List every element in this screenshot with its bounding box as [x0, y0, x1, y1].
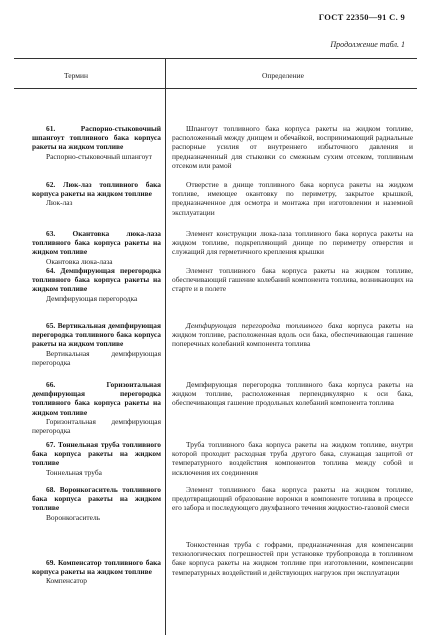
- definition-italic-prefix: Демпфирующая перегородка топливного бака: [186, 321, 343, 330]
- definition-entry-69: [172, 540, 413, 577]
- column-header-definition: Определение: [262, 71, 304, 80]
- definition-text: Тонкостенная труба с гофрами, предназначенная для компенсации технологических погрешностей при установке трубопровода в топливном баке корпуса ракеты на жидком топливе при изготовлении, компенсации температурных воздействий и действующих нагрузок при эксплуатации: [172, 540, 413, 577]
- definition-entry-62: [172, 180, 413, 217]
- definition-entry-67: [172, 440, 413, 477]
- term-short: Горизонтальная демпфирующая перегородка: [32, 416, 161, 436]
- term-text: 66. Горизонтальная демпфирующая перегородка топливного бака корпуса ракеты на жидком топливе: [32, 380, 161, 417]
- term-text: 61. Распорно-стыковочный шпангоут топливного бака корпуса ракеты на жидком топливе: [32, 124, 161, 152]
- term-entry-65: [32, 321, 161, 367]
- definition-text: Труба топливного бака корпуса ракеты на жидком топливе, внутри которой проходит расходная труба другого бака, служащая защитой от температурного воздействия компонентов топлива между собой и исключения их соединения: [172, 440, 413, 477]
- definition-text: [172, 321, 413, 349]
- term-entry-62: [32, 180, 161, 208]
- term-short: Распорно-стыковочный шпангоут: [46, 151, 152, 161]
- term-text: 65. Вертикальная демпфирующая перегородка топливного бака корпуса ракеты на жидком топливе: [32, 321, 161, 349]
- definition-rest: корпуса ракеты на жидком топливе, расположенная вдоль оси бака, обеспечивающая гашение поперечных колебаний компонента топлива: [172, 321, 413, 349]
- term-text: 64. Демпфирующая перегородка топливного бака корпуса ракеты на жидком топливе: [32, 266, 161, 294]
- definition-text: Элемент топливного бака корпуса ракеты на жидком топливе, предотвращающий образование воронки в компоненте топлива в процессе его забора и последующего двухфазного течения жидкостно-газовой смеси: [172, 485, 413, 513]
- table-header-rule: [14, 88, 417, 89]
- definition-entry-64: [172, 266, 413, 294]
- term-short: Воронкогаситель: [46, 512, 100, 522]
- term-short: Окантовка люка-лаза: [46, 256, 113, 266]
- term-text: 69. Компенсатор топливного бака корпуса ракеты на жидком топливе: [32, 558, 161, 577]
- page-header: ГОСТ 22350—91 С. 9: [318, 12, 405, 22]
- definition-entry-66: [172, 380, 413, 408]
- column-header-term: Термин: [64, 71, 89, 80]
- table-top-rule: [14, 58, 417, 59]
- term-entry-68: [32, 485, 161, 522]
- term-text: 62. Люк-лаз топливного бака корпуса ракеты на жидком топливе: [32, 180, 161, 199]
- term-text: 68. Воронкогаситель топливного бака корпуса ракеты на жидком топливе: [32, 485, 161, 513]
- table-continuation-label: Продолжение табл. 1: [330, 40, 405, 49]
- term-entry-66: [32, 380, 161, 435]
- definition-entry-68: [172, 485, 413, 513]
- term-short: Люк-лаз: [46, 198, 73, 208]
- definition-text: Шпангоут топливного бака корпуса ракеты на жидком топливе, расположенный между днищем и обечайкой, воспринимающий радиальные распорные усилия от внутреннего избыточного давления и предназначенный для стыковки со смежным сухим отсеком, топливным отсеком или рамой: [172, 124, 413, 170]
- definition-entry-65: [172, 321, 413, 349]
- term-short: Тоннельная труба: [46, 467, 102, 477]
- term-entry-64: [32, 266, 161, 303]
- definition-entry-63: [172, 229, 413, 257]
- term-entry-61: [32, 124, 161, 161]
- term-text: 63. Окантовка люка-лаза топливного бака корпуса ракеты на жидком топливе: [32, 229, 161, 257]
- term-text: 67. Тоннельная труба топливного бака корпуса ракеты на жидком топливе: [32, 440, 161, 468]
- term-short: Вертикальная демпфирующая перегородка: [32, 348, 161, 367]
- term-short: Компенсатор: [46, 576, 87, 586]
- term-entry-69: [32, 558, 161, 586]
- definition-text: Демпфирующая перегородка топливного бака корпуса ракеты на жидком топливе, расположенная перпендикулярно к оси бака, обеспечивающая гашение продольных колебаний компонента топлива: [172, 380, 413, 408]
- term-entry-63: [32, 229, 161, 266]
- term-entry-67: [32, 440, 161, 477]
- definition-text: Элемент топливного бака корпуса ракеты на жидком топливе, обеспечивающий гашение колебаний компонента топлива, возникающих на старте и в полете: [172, 266, 413, 294]
- definition-text: Элемент конструкции люка-лаза топливного бака корпуса ракеты на жидком топливе, подкрепляющий днище по периметру отверстия и служащий для герметичного крепления крышки: [172, 229, 413, 257]
- definition-text: Отверстие в днище топливного бака корпуса ракеты на жидком топливе, имеющее окантовку по периметру, закрытое крышкой, предназначенное для осмотра и монтажа при изготовлении и наземной эксплуатации: [172, 180, 413, 217]
- column-divider: [165, 58, 166, 635]
- term-short: Демпфирующая перегородка: [46, 293, 138, 303]
- definition-entry-61: [172, 124, 413, 170]
